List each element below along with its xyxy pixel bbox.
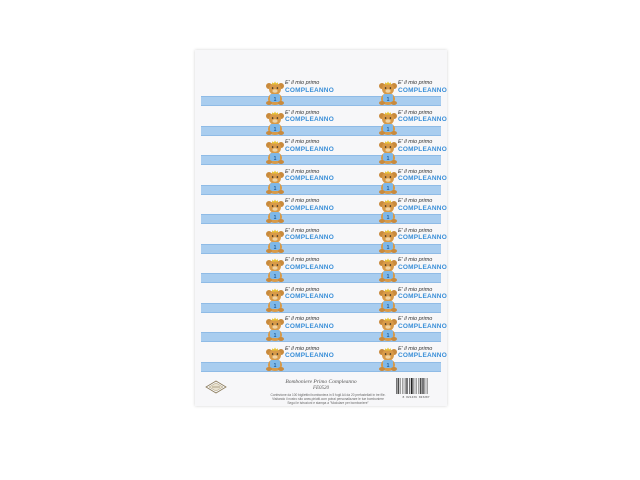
label-line2: COMPLEANNO (285, 116, 334, 123)
label-text (398, 258, 447, 271)
bomboniera-label (321, 196, 447, 226)
blue-band (201, 332, 321, 342)
bomboniera-label (321, 78, 447, 108)
barcode-bar (403, 378, 404, 394)
teddy-bear-icon (377, 346, 399, 372)
label-line2: COMPLEANNO (398, 86, 447, 94)
label-line1: E' il mio primo (398, 257, 433, 263)
label-line1: E' il mio primo (398, 80, 433, 86)
teddy-bear-icon (264, 257, 286, 283)
svg-text:1: 1 (386, 97, 390, 103)
svg-text:1: 1 (273, 215, 277, 221)
barcode (395, 377, 437, 395)
svg-text:1: 1 (386, 156, 390, 162)
svg-text:1: 1 (273, 244, 277, 251)
teddy-bear-icon (264, 198, 286, 224)
teddy-bear-icon (264, 169, 286, 195)
label-line2: COMPLEANNO (285, 234, 334, 241)
label-text (398, 288, 447, 301)
teddy-bear-icon (377, 316, 399, 342)
label-line1: E' il mio primo (398, 139, 433, 145)
teddy-bear-icon (264, 110, 286, 136)
barcode-bar (405, 378, 406, 394)
label-row (195, 78, 447, 108)
svg-text:1: 1 (386, 215, 390, 221)
label-line2: COMPLEANNO (285, 86, 334, 94)
label-line1: E' il mio primo (285, 316, 320, 322)
label-line2: COMPLEANNO (398, 352, 447, 359)
bomboniera-label (321, 314, 447, 344)
blue-band (201, 214, 321, 224)
label-line1: E' il mio primo (285, 80, 320, 86)
label-line2: COMPLEANNO (285, 293, 334, 300)
blue-band (201, 126, 321, 136)
teddy-bear-icon (377, 257, 399, 283)
barcode-bar (406, 378, 407, 394)
label-line1: E' il mio primo (285, 227, 320, 234)
barcode-bar (420, 378, 421, 394)
label-row (195, 167, 447, 197)
svg-text:1: 1 (273, 362, 277, 369)
bomboniera-label (201, 137, 334, 167)
bomboniera-label (201, 196, 334, 226)
label-line2: COMPLEANNO (285, 145, 334, 153)
label-line2: COMPLEANNO (398, 322, 447, 330)
label-row (195, 108, 447, 138)
label-line2: COMPLEANNO (285, 352, 334, 359)
barcode-bar (422, 378, 423, 394)
label-line2: COMPLEANNO (398, 175, 447, 182)
teddy-bear-icon (264, 287, 286, 313)
label-text (398, 140, 447, 153)
label-line2: COMPLEANNO (398, 234, 447, 241)
svg-text:1: 1 (386, 274, 390, 280)
barcode-bar (398, 378, 399, 394)
label-line2: COMPLEANNO (285, 204, 334, 212)
bomboniera-label (201, 255, 334, 285)
label-line1: E' il mio primo (398, 316, 433, 322)
label-line2: COMPLEANNO (398, 293, 447, 300)
label-line1: E' il mio primo (285, 257, 320, 263)
bomboniera-label (201, 314, 334, 344)
teddy-bear-icon (377, 198, 399, 224)
label-row (195, 344, 447, 374)
description-line: Confezione da 100 bigliettini bomboniera in 5 fogli A4 da 20 prefustellati in tre file. (270, 393, 386, 397)
barcode-bar (411, 378, 413, 394)
teddy-bear-icon (264, 346, 286, 372)
label-sheet (195, 50, 447, 406)
teddy-bear-icon (377, 80, 399, 106)
barcode-bar (419, 378, 420, 394)
teddy-bear-icon (377, 287, 399, 313)
svg-text:1: 1 (386, 333, 390, 339)
label-text (398, 317, 447, 330)
teddy-bear-icon (377, 228, 399, 254)
sheet-footer (195, 375, 447, 405)
svg-text:1: 1 (273, 126, 277, 133)
bomboniera-label (321, 285, 447, 315)
bomboniera-label (201, 344, 334, 374)
label-line1: E' il mio primo (398, 168, 433, 175)
product-description (253, 393, 403, 405)
blue-band (201, 155, 321, 165)
bomboniera-label (201, 167, 334, 197)
teddy-bear-icon (377, 169, 399, 195)
label-line2: COMPLEANNO (285, 175, 334, 182)
barcode-bar (416, 378, 417, 394)
label-line1: E' il mio primo (398, 198, 433, 204)
label-row (195, 226, 447, 256)
svg-text:1: 1 (386, 185, 390, 192)
teddy-bear-icon (377, 110, 399, 136)
bomboniera-label (321, 167, 447, 197)
bomboniera-label (321, 344, 447, 374)
label-line2: COMPLEANNO (398, 145, 447, 153)
label-row (195, 196, 447, 226)
blue-band (201, 96, 321, 106)
label-line1: E' il mio primo (398, 227, 433, 234)
svg-text:1: 1 (386, 303, 390, 310)
bomboniera-label (321, 255, 447, 285)
blue-band (201, 273, 321, 283)
svg-text:1: 1 (273, 333, 277, 339)
svg-text:1: 1 (273, 303, 277, 310)
bomboniera-label (201, 226, 334, 256)
bomboniera-label (321, 108, 447, 138)
label-row (195, 137, 447, 167)
label-line1: E' il mio primo (285, 139, 320, 145)
svg-text:1: 1 (273, 97, 277, 103)
label-line2: COMPLEANNO (398, 204, 447, 212)
label-line1: E' il mio primo (398, 345, 433, 352)
svg-text:1: 1 (386, 126, 390, 133)
teddy-bear-icon (264, 139, 286, 165)
bomboniera-label (201, 285, 334, 315)
barcode-bar (400, 378, 401, 394)
label-line1: E' il mio primo (398, 109, 433, 116)
barcode-bar (425, 378, 426, 394)
product-code: FE0520 (312, 386, 330, 391)
label-row (195, 255, 447, 285)
barcode-bar (396, 378, 397, 394)
label-line2: COMPLEANNO (398, 116, 447, 123)
bomboniera-label (321, 226, 447, 256)
teddy-bear-icon (377, 139, 399, 165)
label-line2: COMPLEANNO (398, 263, 447, 271)
svg-text:1: 1 (273, 274, 277, 280)
label-text (398, 81, 447, 94)
label-line1: E' il mio primo (398, 286, 433, 293)
label-text (398, 111, 447, 124)
teddy-bear-icon (264, 80, 286, 106)
label-row (195, 285, 447, 315)
label-line1: E' il mio primo (285, 198, 320, 204)
product-name: Bomboniere Primo Compleanno (285, 379, 357, 385)
blue-band (201, 185, 321, 195)
label-text (398, 199, 447, 212)
label-text (398, 170, 447, 183)
label-line2: COMPLEANNO (285, 322, 334, 330)
description-line: Segui le istruzioni e stampa a "Modulare per bomboniere" (287, 401, 369, 405)
blue-band (201, 303, 321, 313)
teddy-bear-icon (264, 316, 286, 342)
bomboniera-label (201, 78, 334, 108)
label-line1: E' il mio primo (285, 109, 320, 116)
blue-band (201, 362, 321, 372)
description-line: Visitando il nostro sito www.piriotti.com potrai personalizzare le tue bomboniere (272, 397, 384, 401)
label-line1: E' il mio primo (285, 168, 320, 175)
label-line1: E' il mio primo (285, 345, 320, 352)
label-line1: E' il mio primo (285, 286, 320, 293)
svg-text:1: 1 (273, 156, 277, 162)
svg-text:1: 1 (386, 362, 390, 369)
barcode-bar (409, 378, 410, 394)
svg-text:1: 1 (273, 185, 277, 192)
label-text (398, 347, 447, 360)
barcode-number: 8 021436 023207 (402, 395, 430, 399)
barcode-bar (414, 378, 415, 394)
svg-text:1: 1 (386, 244, 390, 251)
label-row (195, 314, 447, 344)
blue-band (201, 244, 321, 254)
bomboniera-label (201, 108, 334, 138)
label-text (398, 229, 447, 242)
label-line2: COMPLEANNO (285, 263, 334, 271)
barcode-bar (427, 378, 428, 394)
teddy-bear-icon (264, 228, 286, 254)
bomboniera-label (321, 137, 447, 167)
